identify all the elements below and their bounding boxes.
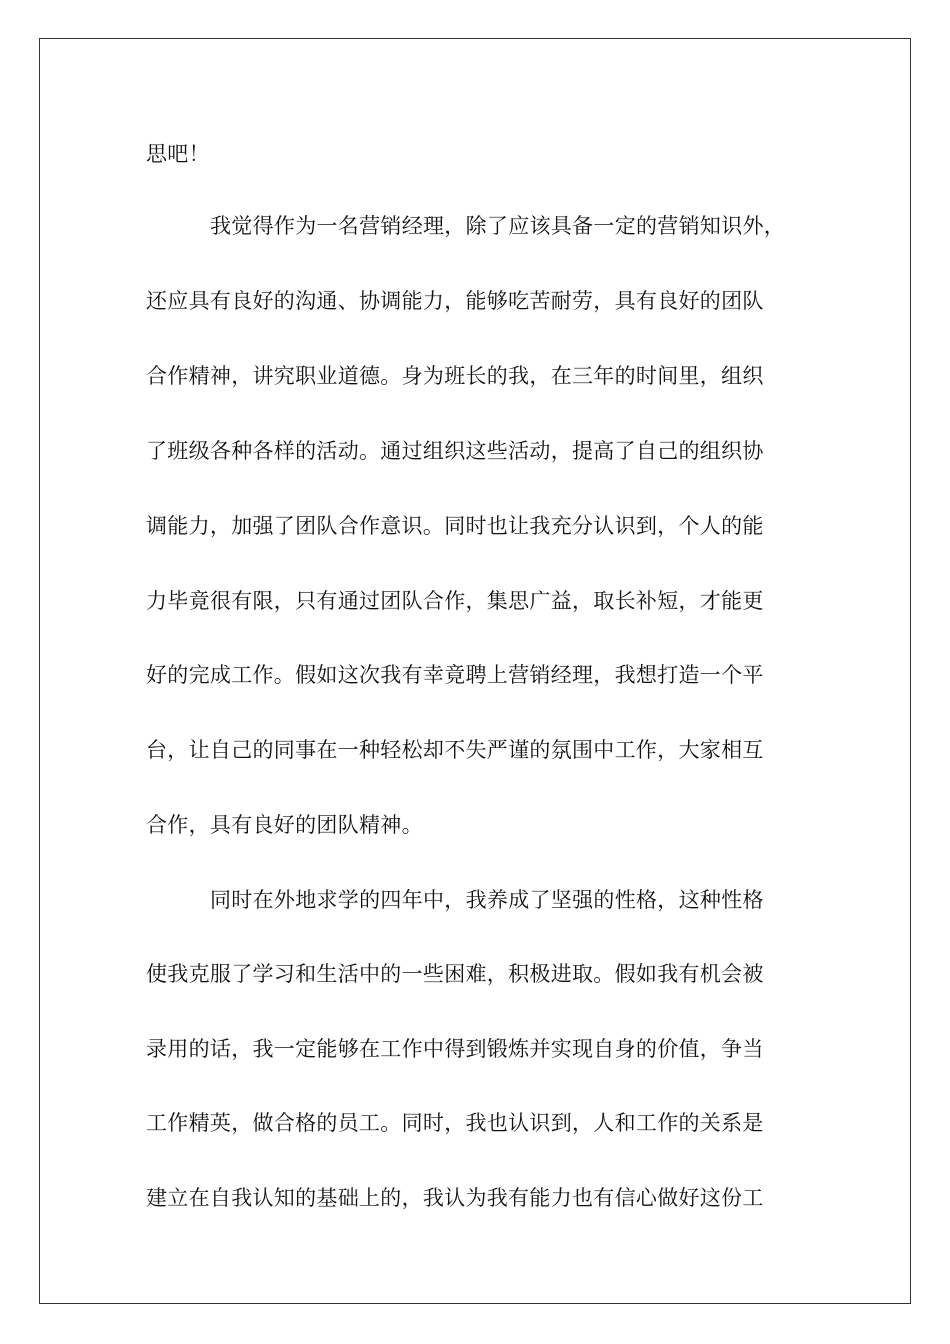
text-line: 好的完成工作。假如这次我有幸竟聘上营销经理，我想打造一个平 — [146, 663, 764, 687]
text-line: 工作精英，做合格的员工。同时，我也认识到，人和工作的关系是 — [146, 1111, 764, 1135]
text-line: 合作精神，讲究职业道德。身为班长的我，在三年的时间里，组织 — [146, 364, 764, 388]
text-line: 思吧！ — [146, 142, 210, 166]
text-line: 台，让自己的同事在一种轻松却不失严谨的氛围中工作，大家相互 — [146, 738, 764, 762]
paragraph-start-line: 同时在外地求学的四年中，我养成了坚强的性格，这种性格 — [210, 888, 764, 912]
text-line: 了班级各种各样的活动。通过组织这些活动，提高了自己的组织协 — [146, 439, 764, 463]
text-line: 使我克服了学习和生活中的一些困难，积极进取。假如我有机会被 — [146, 962, 764, 986]
text-line: 合作，具有良好的团队精神。 — [146, 813, 423, 837]
text-line: 录用的话，我一定能够在工作中得到锻炼并实现自身的价值，争当 — [146, 1037, 764, 1061]
paragraph-start-line: 我觉得作为一名营销经理，除了应该具备一定的营销知识外， — [210, 214, 786, 238]
text-line: 还应具有良好的沟通、协调能力，能够吃苦耐劳，具有良好的团队 — [146, 289, 764, 313]
text-line: 建立在自我认知的基础上的，我认为我有能力也有信心做好这份工 — [146, 1186, 764, 1210]
text-line: 调能力，加强了团队合作意识。同时也让我充分认识到，个人的能 — [146, 514, 764, 538]
text-line: 力毕竟很有限，只有通过团队合作，集思广益，取长补短，才能更 — [146, 589, 764, 613]
